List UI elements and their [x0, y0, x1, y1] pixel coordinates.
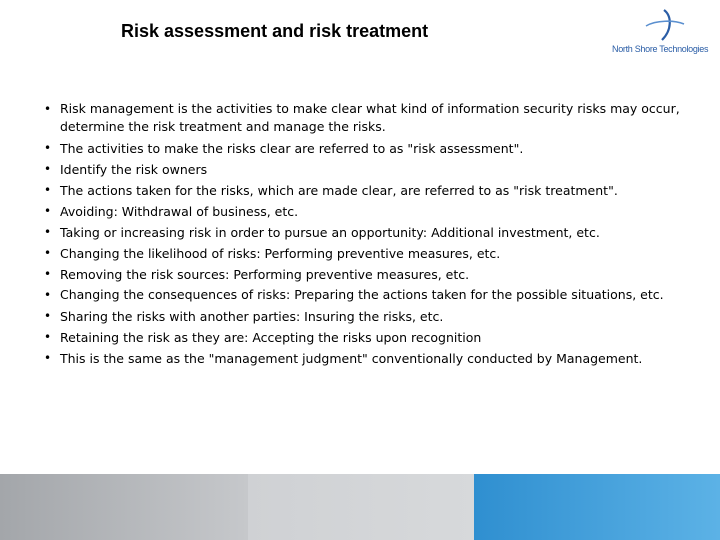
list-item — [44, 201, 680, 222]
list-item-text: Identify the risk owners — [60, 162, 208, 177]
list-item — [44, 222, 680, 243]
list-item-text: Risk management is the activities to make clear what kind of information security risks may occur, determine the risk treatment and manage the risks. — [60, 101, 680, 134]
list-item — [44, 159, 680, 180]
bullet-marker: • — [44, 162, 52, 176]
swoosh-logo-icon — [642, 8, 686, 44]
bullet-marker: • — [44, 267, 52, 281]
list-item — [44, 264, 680, 285]
list-item — [44, 286, 680, 304]
list-item-text: Changing the likelihood of risks: Performing preventive measures, etc. — [60, 246, 501, 261]
logo-text: North Shore Technologies — [612, 44, 709, 54]
list-item-text: Sharing the risks with another parties: Insuring the risks, etc. — [60, 309, 444, 324]
list-item — [44, 327, 680, 348]
bullet-marker: • — [44, 246, 52, 260]
list-item-text: Avoiding: Withdrawal of business, etc. — [60, 204, 299, 219]
list-item — [44, 100, 680, 136]
bullet-marker: • — [44, 204, 52, 218]
list-item-text: Changing the consequences of risks: Preparing the actions taken for the possible situations, etc. — [60, 287, 664, 302]
bullet-marker: • — [44, 141, 52, 155]
list-item — [44, 180, 680, 201]
slide-title: Risk assessment and risk treatment — [121, 21, 429, 41]
footer-segment-blue — [474, 474, 720, 540]
list-item — [44, 138, 680, 159]
list-item — [44, 348, 680, 369]
list-item-text: The activities to make the risks clear are referred to as "risk assessment". — [60, 141, 524, 156]
list-item-text: This is the same as the "management judgment" conventionally conducted by Management. — [60, 351, 643, 366]
list-item-text: Removing the risk sources: Performing preventive measures, etc. — [60, 267, 470, 282]
bullet-marker: • — [44, 309, 52, 323]
list-item-text: Retaining the risk as they are: Accepting the risks upon recognition — [60, 330, 482, 345]
bullet-marker: • — [44, 351, 52, 365]
footer-segment-light — [248, 474, 474, 540]
bullet-marker: • — [44, 225, 52, 239]
list-item — [44, 306, 680, 327]
bullet-list — [44, 99, 680, 369]
bullet-marker: • — [44, 183, 52, 197]
bullet-marker: • — [44, 102, 52, 116]
list-item — [44, 243, 680, 264]
company-logo — [612, 8, 716, 58]
list-item-text: Taking or increasing risk in order to pursue an opportunity: Additional investment, etc. — [60, 225, 600, 240]
footer-segment-gray — [0, 474, 248, 540]
bullet-marker: • — [44, 288, 52, 302]
footer-band — [0, 474, 720, 540]
bullet-marker: • — [44, 330, 52, 344]
list-item-text: The actions taken for the risks, which are made clear, are referred to as "risk treatment". — [60, 183, 618, 198]
